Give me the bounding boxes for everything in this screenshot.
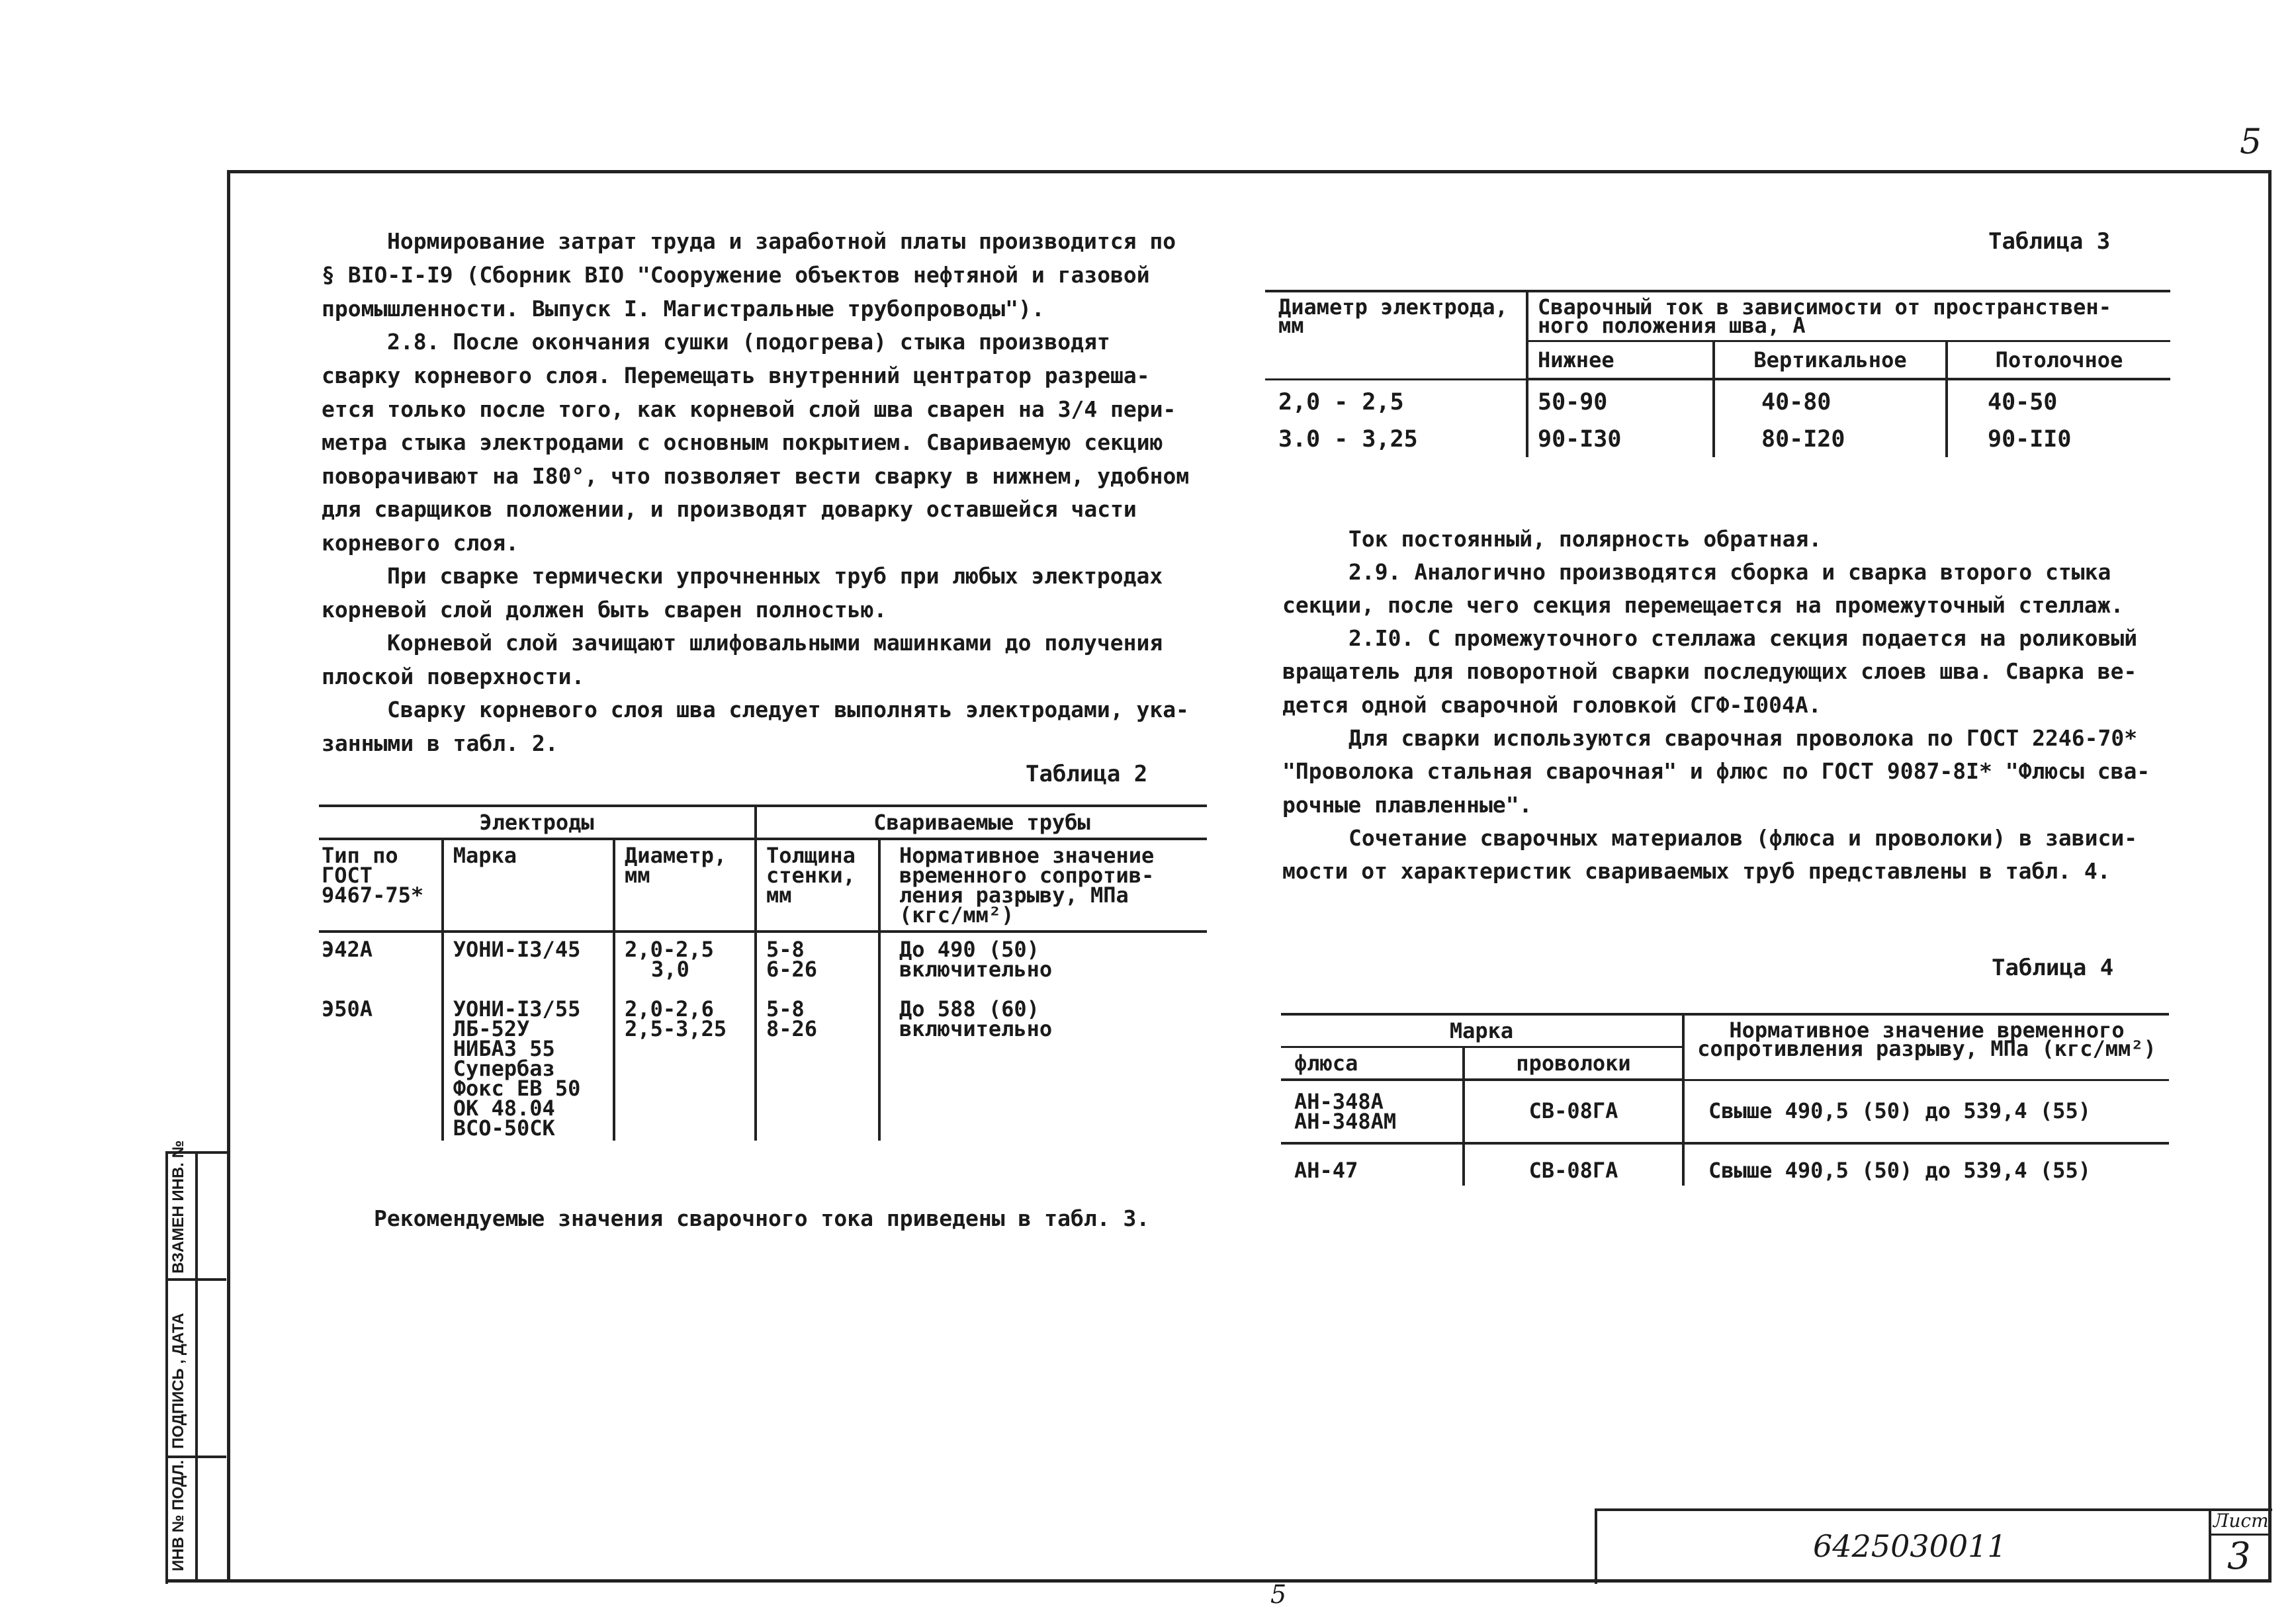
right-para-2-cont: [1282, 589, 2262, 623]
table-row: [319, 932, 1207, 984]
document-code: 6425030011: [1813, 1528, 2007, 1564]
sheet-number: 3: [2227, 1535, 2251, 1578]
cell-line: мм: [1278, 313, 1304, 338]
table-3: [1265, 290, 2170, 457]
left-para-1: [387, 225, 1214, 259]
t2-cell-thickness: [756, 984, 879, 1141]
cell-line: Фокс ЕВ 50: [453, 1076, 581, 1101]
cell-line: Толщина: [766, 843, 856, 868]
right-para-3-cont: [1282, 655, 2262, 722]
table-row: [1281, 1143, 2169, 1186]
t3-cell-diameter: 2,0 - 2,5: [1278, 388, 1404, 415]
t3-cell-ceiling: 40-50: [1947, 379, 2170, 420]
text-line: сварку корневого слоя. Перемещать внутренний центратор разреша-: [322, 363, 1150, 388]
cell-line: До 490 (50): [899, 937, 1039, 962]
t2-cell-brand: [443, 984, 614, 1141]
stamp-sign-date-label: ПОДПИСЬ , ДАТА: [169, 1313, 187, 1449]
left-para-4-cont: [322, 660, 1215, 694]
text-line: § BIO-I-I9 (Сборник BIO "Сооружение объектов нефтяной и газовой: [322, 262, 1150, 288]
left-para-1-cont: [322, 259, 1215, 326]
text-line: корневой слой должен быть сварен полностью.: [322, 597, 887, 623]
page-frame-right: [2268, 170, 2272, 1583]
text-line: 2.9. Аналогично производятся сборка и сварка второго стыка: [1348, 559, 2111, 585]
text-line: Для сварки используются сварочная проволока по ГОСТ 2246-70*: [1348, 725, 2138, 751]
right-para-3: [1348, 622, 2262, 656]
sheet-label: Лист: [2213, 1510, 2269, 1532]
t4-sub-wire: проволоки: [1464, 1047, 1683, 1080]
cell-line: До 588 (60): [899, 996, 1039, 1022]
text-line: ется только после того, как корневой слой шва сварен на 3/4 пери-: [322, 396, 1176, 422]
t2-cell-brand: [443, 932, 614, 984]
text-line: "Проволока стальная сварочная" и флюс по ГОСТ 9087-8I* "Флюсы сва-: [1282, 758, 2150, 784]
t2-cell-type: Э50А: [322, 996, 373, 1022]
text-line: плоской поверхности.: [322, 664, 585, 689]
t2-group-pipes: Свариваемые трубы: [756, 806, 1207, 839]
cell-line: сопротивления разрыву, МПа (кгс/мм²): [1697, 1036, 2156, 1061]
table-row: [1265, 379, 2170, 420]
cell-line: стенки,: [766, 863, 856, 888]
t3-cell-bottom: 90-I30: [1527, 420, 1714, 457]
side-stamp-divider: [195, 1151, 198, 1581]
cell-line: ГОСТ: [322, 863, 373, 888]
cell-line: 2,5-3,25: [625, 1016, 727, 1041]
left-para-3: [387, 560, 1214, 593]
t4-col-strength: [1683, 1014, 2169, 1080]
after-table2-text: Рекомендуемые значения сварочного тока приведены в табл. 3.: [374, 1205, 1150, 1231]
cell-line: Нормативное значение: [899, 843, 1155, 868]
stamp-inv-orig-label: ИНВ № ПОДЛ.: [169, 1459, 187, 1571]
right-para-2: [1348, 556, 2262, 589]
cell-line: 9467-75*: [322, 883, 424, 908]
cell-line: АН-348А: [1294, 1089, 1384, 1114]
t4-cell-wire: СВ-08ГА: [1464, 1080, 1683, 1143]
page-corner-number: 5: [2240, 122, 2262, 162]
t4-cell-flux: [1281, 1080, 1464, 1143]
table2-caption: Таблица 2: [1026, 761, 1148, 787]
cell-line: УОНИ-I3/45: [453, 937, 581, 962]
table-row: [319, 984, 1207, 1141]
cell-line: 2,0-2,5: [625, 937, 714, 962]
left-para-5-cont: [322, 727, 1215, 761]
t2-col-diameter: [614, 839, 756, 932]
cell-line: 8-26: [766, 1016, 818, 1041]
text-line: метра стыка электродами с основным покрытием. Свариваемую секцию: [322, 429, 1163, 455]
t3-sub-ceiling: Потолочное: [1947, 341, 2170, 380]
cell-line: Сварочный ток в зависимости от пространствен-: [1538, 294, 2111, 320]
text-line: промышленности. Выпуск I. Магистральные трубопроводы").: [322, 295, 1045, 322]
text-line: для сварщиков положении, и производят доварку оставшейся части: [322, 496, 1137, 522]
text-line: поворачивают на I80°, что позволяет вести сварку в нижнем, удобном: [322, 462, 1190, 489]
text-line: секции, после чего секция перемещается на промежуточный стеллаж.: [1282, 592, 2124, 618]
t4-cell-strength: Свыше 490,5 (50) до 539,4 (55): [1683, 1143, 2169, 1186]
t2-cell-thickness: [756, 932, 879, 984]
cell-line: мм: [625, 863, 650, 888]
cell-line: НИБАЗ 55: [453, 1036, 555, 1061]
cell-line: ОК 48.04: [453, 1096, 555, 1121]
left-para-5: [387, 693, 1214, 727]
t3-col-current: [1527, 291, 2170, 341]
cell-line: 2,0-2,6: [625, 996, 714, 1022]
cell-line: Тип по: [322, 843, 398, 868]
cell-line: АН-47: [1294, 1158, 1358, 1183]
text-line: 2.I0. С промежуточного стеллажа секция подается на роликовый: [1348, 625, 2138, 651]
text-line: При сварке термически упрочненных труб при любых электродах: [387, 563, 1163, 589]
side-stamp-separator: [165, 1456, 226, 1458]
t2-col-thickness: [756, 839, 879, 932]
text-line: мости от характеристик свариваемых труб представлены в табл. 4.: [1282, 858, 2111, 884]
cell-line: 3,0: [651, 957, 689, 982]
text-line: вращатель для поворотной сварки последующих слоев шва. Сварка ве-: [1282, 658, 2137, 684]
right-para-1: [1348, 523, 2262, 556]
left-para-2-cont: [322, 359, 1215, 560]
t2-cell-type: Э42А: [322, 937, 373, 962]
cell-line: Диаметр электрода,: [1278, 294, 1508, 320]
right-para-4-cont: [1282, 755, 2262, 822]
text-line: Нормирование затрат труда и заработной платы производится по: [387, 228, 1176, 254]
cell-line: включительно: [899, 957, 1053, 982]
text-line: 2.8. После окончания сушки (подогрева) стыка производят: [387, 329, 1110, 355]
right-para-5-cont: [1282, 855, 2262, 889]
cell-line: ЛБ-52У: [453, 1016, 530, 1041]
table-row: [1281, 1080, 2169, 1143]
text-line: дется одной сварочной головкой СГФ-I004А.: [1282, 691, 1822, 718]
t3-cell-bottom: 50-90: [1527, 379, 1714, 420]
cell-line: временного сопротив-: [899, 863, 1155, 888]
text-line: Сварку корневого слоя шва следует выполнять электродами, ука-: [387, 697, 1189, 722]
text-line: рочные плавленные".: [1282, 791, 1532, 818]
t2-cell-diameter: [614, 984, 756, 1141]
t3-cell-ceiling: 90-II0: [1947, 420, 2170, 457]
t2-group-electrodes: Электроды: [319, 806, 756, 839]
t4-cell-flux: [1281, 1143, 1464, 1186]
text-line: Ток постоянный, полярность обратная.: [1348, 526, 1822, 552]
t2-cell-strength: [879, 984, 1207, 1141]
cell-line: ВСО-50СК: [453, 1115, 555, 1141]
t2-cell-strength: [879, 932, 1207, 984]
cell-line: мм: [766, 883, 792, 908]
text-line: занными в табл. 2.: [322, 730, 558, 756]
cell-line: УОНИ-I3/55: [453, 996, 581, 1022]
t2-col-brand: Марка: [443, 839, 614, 932]
text-line: Корневой слой зачищают шлифовальными машинками до получения: [387, 630, 1163, 656]
t4-cell-strength: Свыше 490,5 (50) до 539,4 (55): [1683, 1080, 2169, 1143]
left-para-2: [387, 326, 1214, 359]
t3-cell-vertical: 80-I20: [1714, 420, 1947, 457]
page-bottom-number: 5: [1270, 1580, 1287, 1609]
cell-line: ного положения шва, А: [1538, 313, 1806, 338]
t3-col-diameter: [1265, 291, 1527, 379]
table4-caption: Таблица 4: [1992, 955, 2114, 981]
t3-cell-diameter: 3.0 - 3,25: [1278, 426, 1418, 453]
cell-line: АН-348АМ: [1294, 1109, 1397, 1134]
cell-line: ления разрыву, МПа: [899, 883, 1129, 908]
text-line: корневого слоя.: [322, 529, 519, 556]
text-line: Сочетание сварочных материалов (флюса и проволоки) в зависи-: [1348, 825, 2138, 851]
cell-line: 5-8: [766, 937, 805, 962]
t4-cell-wire: СВ-08ГА: [1464, 1143, 1683, 1186]
t2-cell-diameter: [614, 932, 756, 984]
right-para-4: [1348, 722, 2262, 756]
left-para-3-cont: [322, 593, 1215, 627]
cell-line: Нормативное значение временного: [1729, 1018, 2125, 1043]
t2-col-strength: [879, 839, 1207, 932]
stamp-replace-label: ВЗАМЕН ИНВ. №: [169, 1140, 187, 1274]
side-stamp-separator: [165, 1278, 226, 1281]
table-2: [319, 804, 1207, 1141]
page-frame-top: [227, 170, 2272, 173]
t3-sub-vertical: Вертикальное: [1714, 341, 1947, 380]
table-4: [1281, 1013, 2169, 1186]
cell-line: (кгс/мм²): [899, 902, 1014, 928]
t3-sub-bottom: Нижнее: [1527, 341, 1714, 380]
cell-line: включительно: [899, 1016, 1053, 1041]
t3-cell-vertical: 40-80: [1714, 379, 1947, 420]
left-para-4: [387, 627, 1214, 660]
table-row: [1265, 420, 2170, 457]
cell-line: 6-26: [766, 957, 818, 982]
table3-caption: Таблица 3: [1988, 228, 2111, 255]
cell-line: Диаметр,: [625, 843, 727, 868]
t2-col-type: [319, 839, 443, 932]
t4-group-brand: Марка: [1281, 1014, 1683, 1047]
right-para-5: [1348, 822, 2262, 855]
cell-line: Супербаз: [453, 1056, 555, 1081]
cell-line: 5-8: [766, 996, 805, 1022]
t4-sub-flux: флюса: [1281, 1047, 1464, 1080]
